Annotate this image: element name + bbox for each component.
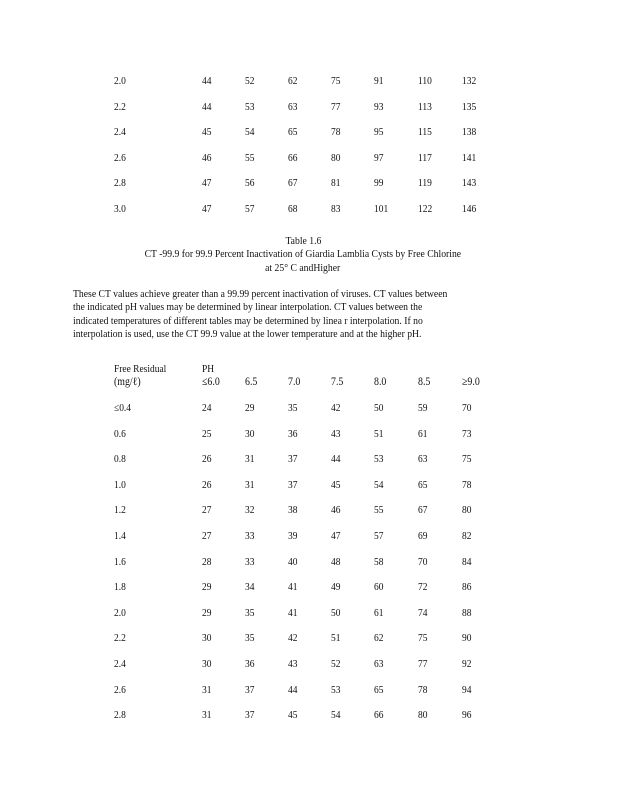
table-cell: 75 bbox=[418, 632, 428, 644]
table-cell: 31 bbox=[202, 684, 212, 696]
row-label: 1.8 bbox=[114, 581, 126, 593]
table-cell: 47 bbox=[331, 530, 341, 542]
table-cell: 57 bbox=[374, 530, 384, 542]
table-cell: 77 bbox=[331, 101, 341, 113]
table-cell: 59 bbox=[418, 402, 428, 414]
table-cell: 36 bbox=[245, 658, 255, 670]
table-subtitle-text: at 25° C andHigher bbox=[265, 262, 341, 274]
table-title-text: CT -99.9 for 99.9 Percent Inactivation of Giardia Lamblia Cysts by Free Chlorine bbox=[144, 248, 462, 260]
table-cell: 67 bbox=[288, 177, 298, 189]
table-cell: 65 bbox=[418, 479, 428, 491]
table-cell: 69 bbox=[418, 530, 428, 542]
table-label bbox=[0, 235, 606, 247]
header-ph: PH bbox=[202, 363, 215, 375]
table-cell: 43 bbox=[331, 428, 341, 440]
table-cell: 41 bbox=[288, 607, 298, 619]
table-cell: 44 bbox=[202, 75, 212, 87]
table-cell: 35 bbox=[245, 632, 255, 644]
table-cell: 132 bbox=[462, 75, 477, 87]
table-cell: 53 bbox=[331, 684, 341, 696]
table-cell: 41 bbox=[288, 581, 298, 593]
table-cell: 34 bbox=[245, 581, 255, 593]
table-cell: 37 bbox=[288, 479, 298, 491]
table-cell: 31 bbox=[245, 453, 255, 465]
table-cell: 101 bbox=[374, 203, 389, 215]
row-label: 2.0 bbox=[114, 75, 126, 87]
table-cell: 29 bbox=[202, 581, 212, 593]
header-free-residual: Free Residual bbox=[114, 363, 167, 375]
row-label: 1.4 bbox=[114, 530, 126, 542]
table-cell: 91 bbox=[374, 75, 384, 87]
table-cell: 37 bbox=[245, 684, 255, 696]
table-cell: 74 bbox=[418, 607, 428, 619]
table-cell: 49 bbox=[331, 581, 341, 593]
row-label: 1.2 bbox=[114, 504, 126, 516]
table-cell: 65 bbox=[374, 684, 384, 696]
table-cell: 37 bbox=[245, 709, 255, 721]
table-cell: 92 bbox=[462, 658, 472, 670]
row-label: 2.0 bbox=[114, 607, 126, 619]
table-cell: 54 bbox=[331, 709, 341, 721]
table-cell: 51 bbox=[374, 428, 384, 440]
row-label: 2.8 bbox=[114, 709, 126, 721]
table-label-text: Table 1.6 bbox=[285, 235, 321, 247]
table-cell: 31 bbox=[245, 479, 255, 491]
table-cell: 97 bbox=[374, 152, 384, 164]
row-label: 0.8 bbox=[114, 453, 126, 465]
table-cell: 60 bbox=[374, 581, 384, 593]
table-cell: 73 bbox=[462, 428, 472, 440]
table-cell: 90 bbox=[462, 632, 472, 644]
table-cell: 40 bbox=[288, 556, 298, 568]
table-cell: 33 bbox=[245, 556, 255, 568]
table-cell: 61 bbox=[374, 607, 384, 619]
table-cell: 141 bbox=[462, 152, 477, 164]
table-cell: 42 bbox=[331, 402, 341, 414]
table-cell: 35 bbox=[245, 607, 255, 619]
table-cell: 30 bbox=[245, 428, 255, 440]
table-cell: 51 bbox=[331, 632, 341, 644]
table-cell: 56 bbox=[245, 177, 255, 189]
row-label: 3.0 bbox=[114, 203, 126, 215]
table-cell: 83 bbox=[331, 203, 341, 215]
table-subtitle bbox=[0, 262, 606, 274]
table-cell: 146 bbox=[462, 203, 477, 215]
table-cell: 25 bbox=[202, 428, 212, 440]
row-label: 1.6 bbox=[114, 556, 126, 568]
table-cell: 53 bbox=[245, 101, 255, 113]
table-cell: 58 bbox=[374, 556, 384, 568]
table-cell: 27 bbox=[202, 530, 212, 542]
row-label: 2.6 bbox=[114, 684, 126, 696]
table-cell: 117 bbox=[418, 152, 432, 164]
table-cell: 70 bbox=[462, 402, 472, 414]
row-label: 0.6 bbox=[114, 428, 126, 440]
table-cell: 44 bbox=[202, 101, 212, 113]
table-cell: 26 bbox=[202, 479, 212, 491]
table-cell: 80 bbox=[418, 709, 428, 721]
table-cell: 47 bbox=[202, 203, 212, 215]
table-cell: 88 bbox=[462, 607, 472, 619]
table-cell: 39 bbox=[288, 530, 298, 542]
table-cell: 143 bbox=[462, 177, 477, 189]
table-cell: 77 bbox=[418, 658, 428, 670]
table-cell: 115 bbox=[418, 126, 432, 138]
table-cell: 45 bbox=[288, 709, 298, 721]
row-label: 2.8 bbox=[114, 177, 126, 189]
table-cell: 99 bbox=[374, 177, 384, 189]
table-cell: 80 bbox=[462, 504, 472, 516]
table-cell: 95 bbox=[374, 126, 384, 138]
table-cell: 26 bbox=[202, 453, 212, 465]
table-cell: 66 bbox=[288, 152, 298, 164]
table-cell: 84 bbox=[462, 556, 472, 568]
table-cell: 78 bbox=[462, 479, 472, 491]
table-cell: 93 bbox=[374, 101, 384, 113]
table-cell: 38 bbox=[288, 504, 298, 516]
table-cell: 45 bbox=[202, 126, 212, 138]
paragraph-line: These CT values achieve greater than a 99.99 percent inactivation of viruses. CT values between bbox=[73, 288, 448, 300]
paragraph-line: indicated temperatures of different tables may be determined by linea r interpolation. If no bbox=[73, 314, 423, 327]
row-label: 2.4 bbox=[114, 126, 126, 138]
table-cell: 44 bbox=[288, 684, 298, 696]
header-ph-7-0: 7.0 bbox=[288, 376, 301, 388]
table-cell: 63 bbox=[418, 453, 428, 465]
table-cell: 68 bbox=[288, 203, 298, 215]
table-cell: 78 bbox=[331, 126, 341, 138]
explanatory-paragraph bbox=[73, 288, 543, 341]
table-cell: 52 bbox=[331, 658, 341, 670]
header-ph-8-0: 8.0 bbox=[374, 376, 387, 388]
table-cell: 43 bbox=[288, 658, 298, 670]
table-cell: 37 bbox=[288, 453, 298, 465]
table-cell: 81 bbox=[331, 177, 341, 189]
table-cell: 29 bbox=[202, 607, 212, 619]
table-cell: 30 bbox=[202, 632, 212, 644]
table-cell: 55 bbox=[245, 152, 255, 164]
table-cell: 96 bbox=[462, 709, 472, 721]
table-cell: 44 bbox=[331, 453, 341, 465]
table-cell: 35 bbox=[288, 402, 298, 414]
table-cell: 54 bbox=[245, 126, 255, 138]
table-title bbox=[0, 248, 606, 260]
table-cell: 63 bbox=[374, 658, 384, 670]
header-ph-8-5: 8.5 bbox=[418, 376, 431, 388]
table-cell: 48 bbox=[331, 556, 341, 568]
header-ph-ge-9: ≥9.0 bbox=[462, 376, 480, 388]
table-cell: 113 bbox=[418, 101, 432, 113]
table-cell: 63 bbox=[288, 101, 298, 113]
table-cell: 67 bbox=[418, 504, 428, 516]
table-cell: 75 bbox=[462, 453, 472, 465]
table-cell: 62 bbox=[288, 75, 298, 87]
table-cell: 47 bbox=[202, 177, 212, 189]
table-cell: 65 bbox=[288, 126, 298, 138]
table-cell: 57 bbox=[245, 203, 255, 215]
table-cell: 66 bbox=[374, 709, 384, 721]
table-cell: 27 bbox=[202, 504, 212, 516]
table-cell: 86 bbox=[462, 581, 472, 593]
row-label: 1.0 bbox=[114, 479, 126, 491]
paragraph-line: interpolation is used, use the CT 99.9 value at the lower temperature and at the higher pH. bbox=[73, 327, 422, 340]
table-cell: 52 bbox=[245, 75, 255, 87]
header-unit: (mg/ℓ) bbox=[114, 376, 141, 388]
table-cell: 70 bbox=[418, 556, 428, 568]
table-cell: 55 bbox=[374, 504, 384, 516]
header-ph-6-5: 6.5 bbox=[245, 376, 258, 388]
table-cell: 29 bbox=[245, 402, 255, 414]
table-cell: 53 bbox=[374, 453, 384, 465]
table-cell: 28 bbox=[202, 556, 212, 568]
table-cell: 45 bbox=[331, 479, 341, 491]
table-cell: 78 bbox=[418, 684, 428, 696]
table-cell: 46 bbox=[202, 152, 212, 164]
row-label: 2.4 bbox=[114, 658, 126, 670]
table-cell: 46 bbox=[331, 504, 341, 516]
table-cell: 62 bbox=[374, 632, 384, 644]
table-cell: 54 bbox=[374, 479, 384, 491]
table-cell: 82 bbox=[462, 530, 472, 542]
table-cell: 135 bbox=[462, 101, 477, 113]
table-cell: 119 bbox=[418, 177, 432, 189]
table-cell: 32 bbox=[245, 504, 255, 516]
table-cell: 42 bbox=[288, 632, 298, 644]
row-label: 2.2 bbox=[114, 632, 126, 644]
table-cell: 72 bbox=[418, 581, 428, 593]
paragraph-line: the indicated pH values may be determined by linear interpolation. CT values between the bbox=[73, 301, 423, 314]
header-ph-le-6: ≤6.0 bbox=[202, 376, 220, 388]
table-cell: 75 bbox=[331, 75, 341, 87]
row-label: 2.2 bbox=[114, 101, 126, 113]
table-cell: 80 bbox=[331, 152, 341, 164]
table-cell: 122 bbox=[418, 203, 433, 215]
table-cell: 36 bbox=[288, 428, 298, 440]
table-cell: 61 bbox=[418, 428, 428, 440]
table-cell: 30 bbox=[202, 658, 212, 670]
table-cell: 110 bbox=[418, 75, 432, 87]
table-cell: 94 bbox=[462, 684, 472, 696]
table-cell: 138 bbox=[462, 126, 477, 138]
header-ph-7-5: 7.5 bbox=[331, 376, 344, 388]
row-label: ≤0.4 bbox=[114, 402, 132, 414]
table-cell: 50 bbox=[374, 402, 384, 414]
table-cell: 33 bbox=[245, 530, 255, 542]
table-cell: 31 bbox=[202, 709, 212, 721]
row-label: 2.6 bbox=[114, 152, 126, 164]
table-cell: 50 bbox=[331, 607, 341, 619]
table-cell: 24 bbox=[202, 402, 212, 414]
